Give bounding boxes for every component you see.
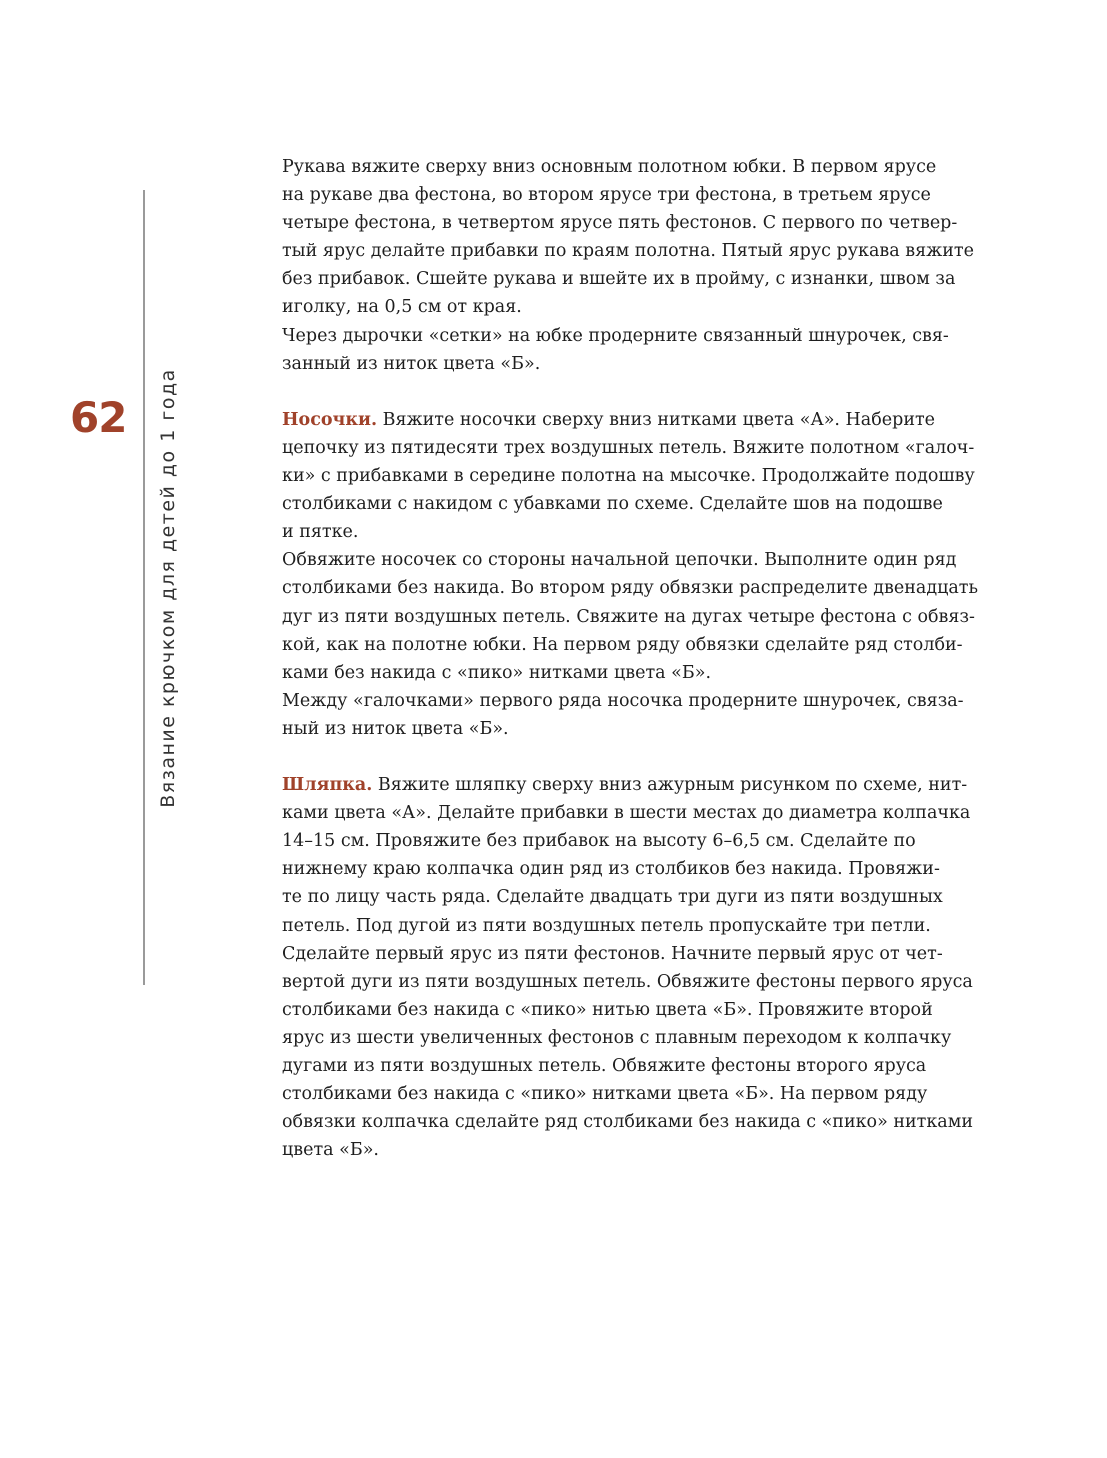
text-line — [282, 771, 1002, 799]
hat-section — [282, 771, 1002, 1164]
text-line — [282, 406, 1002, 434]
text-line: вертой дуги из пяти воздушных петель. Обвяжите фестоны первого яруса — [282, 971, 973, 992]
text-line: Через дырочки «сетки» на юбке продерните связанный шнурочек, свя- — [282, 325, 949, 346]
body-text — [282, 153, 1002, 1164]
text-line: обвязки колпачка сделайте ряд столбиками без накида с «пико» нитками — [282, 1112, 974, 1133]
text-line: ками цвета «А». Делайте прибавки в шести местах до диаметра колпачка — [282, 803, 971, 824]
text-line: петель. Под дугой из пяти воздушных петель пропускайте три петли. — [282, 915, 931, 936]
text-line: ярус из шести увеличенных фестонов с плавным переходом к колпачку — [282, 1027, 952, 1048]
page-number: 62 — [70, 393, 127, 442]
paragraph-gap — [282, 743, 1002, 771]
text-line: столбиками без накида с «пико» нитками цвета «Б». На первом ряду — [282, 1084, 928, 1105]
text-line: дуг из пяти воздушных петель. Свяжите на дугах четыре фестона с обвяз- — [282, 606, 975, 627]
text-line: на рукаве два фестона, во втором ярусе три фестона, в третьем ярусе — [282, 185, 931, 206]
text-line: четыре фестона, в четвертом ярусе пять фестонов. С первого по четвер- — [282, 213, 958, 234]
text-line: столбиками без накида. Во втором ряду обвязки распределите двенадцать — [282, 578, 978, 599]
text-line: те по лицу часть ряда. Сделайте двадцать три дуги из пяти воздушных — [282, 887, 943, 908]
text-line: Рукава вяжите сверху вниз основным полотном юбки. В первом ярусе — [282, 157, 937, 177]
text-line: цвета «Б». — [282, 1140, 379, 1161]
socks-section — [282, 406, 1002, 743]
text-line: кой, как на полотне юбки. На первом ряду обвязки сделайте ряд столби- — [282, 634, 963, 655]
text-line: ки» с прибавками в середине полотна на мысочке. Продолжайте подошву — [282, 466, 975, 487]
text-line: ками без накида с «пико» нитками цвета «Б». — [282, 662, 712, 683]
socks-heading: Носочки. — [282, 409, 378, 430]
hat-heading: Шляпка. — [282, 775, 373, 796]
text-line: тый ярус делайте прибавки по краям полотна. Пятый ярус рукава вяжите — [282, 241, 974, 262]
text-line: занный из ниток цвета «Б». — [282, 353, 541, 374]
hat-first-line: Вяжите шляпку сверху вниз ажурным рисунком по схеме, нит- — [372, 775, 968, 796]
text-line: и пятке. — [282, 522, 359, 543]
side-rule — [143, 190, 145, 985]
text-line: дугами из пяти воздушных петель. Обвяжите фестоны второго яруса — [282, 1056, 927, 1076]
text-line: цепочку из пятидесяти трех воздушных петель. Вяжите полотном «галоч- — [282, 437, 975, 458]
text-line: столбиками без накида с «пико» нитью цвета «Б». Провяжите второй — [282, 999, 933, 1020]
paragraph-gap — [282, 378, 1002, 406]
intro-paragraph — [282, 153, 1002, 378]
text-line: без прибавок. Сшейте рукава и вшейте их в пройму, с изнанки, швом за — [282, 269, 956, 290]
text-line: 14–15 см. Провяжите без прибавок на высоту 6–6,5 см. Сделайте по — [282, 831, 916, 852]
text-line: ный из ниток цвета «Б». — [282, 718, 509, 739]
socks-first-line: Вяжите носочки сверху вниз нитками цвета «А». Наберите — [377, 409, 936, 430]
text-line: столбиками с накидом с убавками по схеме. Сделайте шов на подошве — [282, 494, 943, 515]
text-line: Между «галочками» первого ряда носочка продерните шнурочек, связа- — [282, 690, 964, 711]
running-title: Вязание крючком для детей до 1 года — [157, 368, 179, 808]
text-line: нижнему краю колпачка один ряд из столбиков без накида. Провяжи- — [282, 859, 940, 880]
text-line: Сделайте первый ярус из пяти фестонов. Начните первый ярус от чет- — [282, 943, 943, 964]
text-line: Обвяжите носочек со стороны начальной цепочки. Выполните один ряд — [282, 550, 957, 571]
text-line: иголку, на 0,5 см от края. — [282, 297, 522, 318]
